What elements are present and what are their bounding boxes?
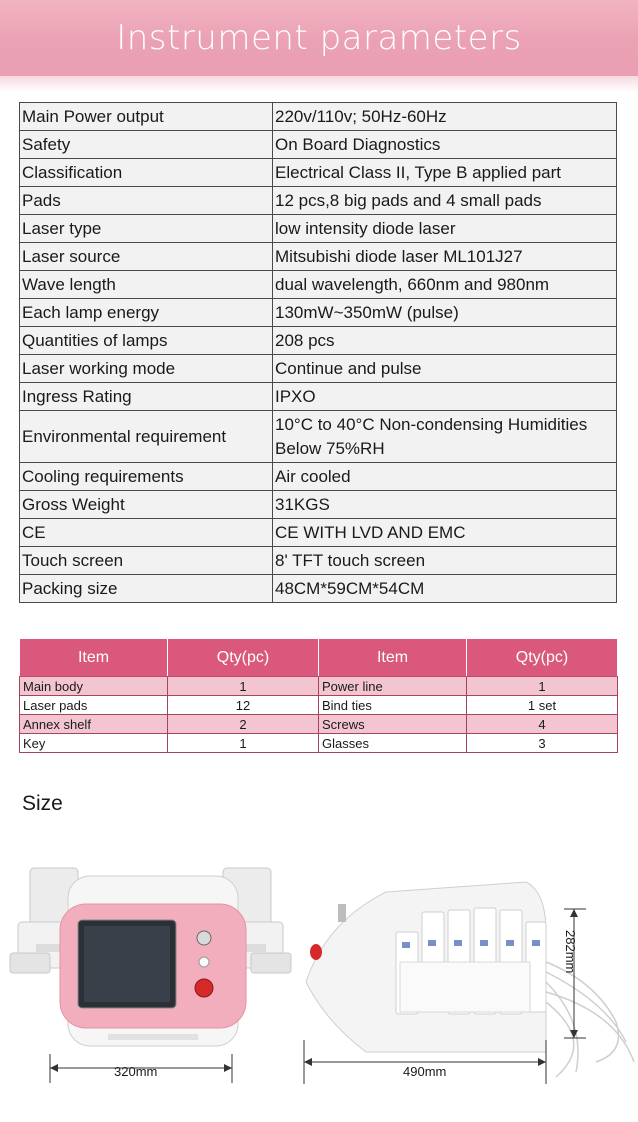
spec-key: Classification	[20, 159, 273, 187]
parts-qty: 4	[467, 715, 618, 734]
spec-key: Environmental requirement	[20, 411, 273, 463]
spec-row	[20, 463, 617, 491]
parts-item: Bind ties	[319, 696, 467, 715]
spec-key: Quantities of lamps	[20, 327, 273, 355]
side-height-label: 282mm	[563, 930, 578, 974]
parts-qty: 1	[168, 734, 319, 753]
key-switch-icon	[197, 931, 211, 945]
spec-table	[19, 102, 617, 603]
parts-header-item-2: Item	[319, 639, 467, 677]
spec-row	[20, 103, 617, 131]
parts-item: Key	[20, 734, 168, 753]
spec-row	[20, 519, 617, 547]
emergency-stop-icon	[195, 979, 213, 997]
parts-qty: 1	[168, 677, 319, 696]
title-banner	[0, 0, 638, 76]
spec-key: Packing size	[20, 575, 273, 603]
spec-key: Gross Weight	[20, 491, 273, 519]
parts-header-row	[20, 639, 618, 677]
spec-key: Cooling requirements	[20, 463, 273, 491]
spec-value: low intensity diode laser	[273, 215, 617, 243]
spec-value: 48CM*59CM*54CM	[273, 575, 617, 603]
spec-row	[20, 243, 617, 271]
side-cables	[546, 962, 634, 1077]
spec-value: Electrical Class II, Type B applied part	[273, 159, 617, 187]
spec-key: Each lamp energy	[20, 299, 273, 327]
side-width-label: 490mm	[403, 1064, 447, 1079]
parts-item: Annex shelf	[20, 715, 168, 734]
parts-item: Power line	[319, 677, 467, 696]
parts-item: Screws	[319, 715, 467, 734]
device-side-view	[296, 862, 638, 1102]
spec-key: CE	[20, 519, 273, 547]
spec-row	[20, 271, 617, 299]
spec-value: 12 pcs,8 big pads and 4 small pads	[273, 187, 617, 215]
spec-value: On Board Diagnostics	[273, 131, 617, 159]
connector-icon	[199, 957, 209, 967]
parts-header-qty-2: Qty(pc)	[467, 639, 618, 677]
spec-row	[20, 411, 617, 463]
spec-value: IPXO	[273, 383, 617, 411]
front-width-label: 320mm	[114, 1064, 158, 1079]
spec-key: Laser type	[20, 215, 273, 243]
parts-item: Laser pads	[20, 696, 168, 715]
parts-qty: 1 set	[467, 696, 618, 715]
spec-key: Safety	[20, 131, 273, 159]
spec-row	[20, 215, 617, 243]
spec-value: 31KGS	[273, 491, 617, 519]
spec-key: Laser source	[20, 243, 273, 271]
spec-row	[20, 383, 617, 411]
spec-key: Pads	[20, 187, 273, 215]
spec-row	[20, 547, 617, 575]
spec-key: Touch screen	[20, 547, 273, 575]
spec-value: dual wavelength, 660nm and 980nm	[273, 271, 617, 299]
parts-row	[20, 715, 618, 734]
spec-value: 10°C to 40°C Non-condensing Humidities Below 75%RH	[273, 411, 617, 463]
spec-key: Wave length	[20, 271, 273, 299]
spec-value: CE WITH LVD AND EMC	[273, 519, 617, 547]
spec-row	[20, 327, 617, 355]
parts-qty: 3	[467, 734, 618, 753]
spec-value: 220v/110v; 50Hz-60Hz	[273, 103, 617, 131]
side-emergency-stop-icon	[310, 944, 322, 960]
parts-qty: 2	[168, 715, 319, 734]
parts-table	[19, 638, 618, 753]
banner-title: Instrument parameters	[116, 18, 522, 58]
spec-row	[20, 131, 617, 159]
parts-header-qty: Qty(pc)	[168, 639, 319, 677]
size-heading: Size	[22, 792, 63, 815]
spec-row	[20, 575, 617, 603]
parts-row	[20, 696, 618, 715]
spec-row	[20, 299, 617, 327]
spec-row	[20, 159, 617, 187]
spec-value: Continue and pulse	[273, 355, 617, 383]
spec-key: Main Power output	[20, 103, 273, 131]
parts-row	[20, 677, 618, 696]
spec-row	[20, 187, 617, 215]
spec-key: Laser working mode	[20, 355, 273, 383]
spec-row	[20, 355, 617, 383]
spec-value: 208 pcs	[273, 327, 617, 355]
spec-key: Ingress Rating	[20, 383, 273, 411]
spec-value: 130mW~350mW (pulse)	[273, 299, 617, 327]
device-front-view	[8, 858, 308, 1098]
parts-qty: 1	[467, 677, 618, 696]
spec-row	[20, 491, 617, 519]
parts-header-item: Item	[20, 639, 168, 677]
parts-item: Glasses	[319, 734, 467, 753]
parts-qty: 12	[168, 696, 319, 715]
spec-value: Mitsubishi diode laser ML101J27	[273, 243, 617, 271]
parts-row	[20, 734, 618, 753]
spec-value: Air cooled	[273, 463, 617, 491]
banner-fade	[0, 76, 638, 92]
parts-item: Main body	[20, 677, 168, 696]
spec-value: 8' TFT touch screen	[273, 547, 617, 575]
